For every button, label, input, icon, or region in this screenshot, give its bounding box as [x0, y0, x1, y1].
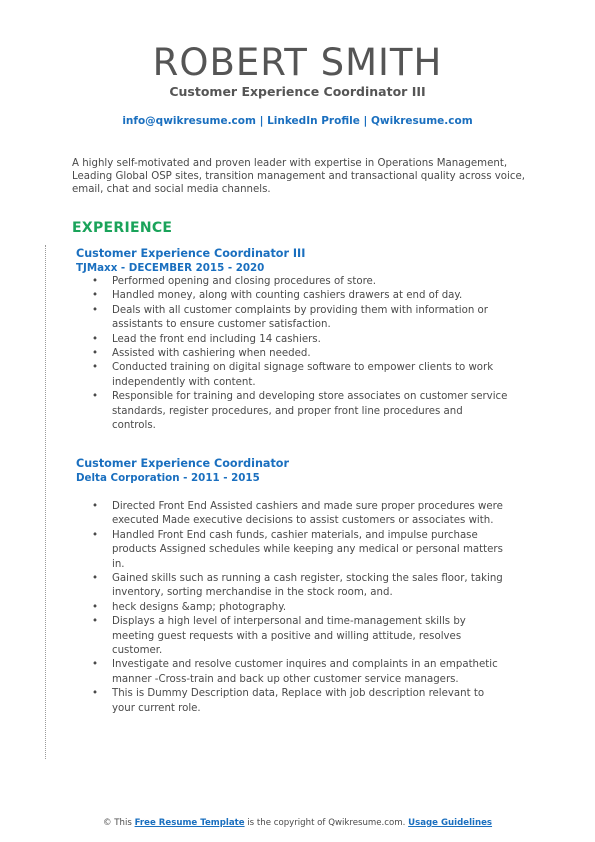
footer-middle: is the copyright of Qwikresume.com. [247, 818, 406, 828]
job-company-dates: TJMaxx - DECEMBER 2015 - 2020 [76, 262, 265, 274]
usage-guidelines-link[interactable]: Usage Guidelines [408, 818, 493, 828]
linkedin-link[interactable]: LinkedIn Profile [267, 115, 360, 127]
job-bullet-list [76, 500, 526, 716]
job-title: Customer Experience Coordinator [76, 457, 290, 470]
job-title-headline: Customer Experience Coordinator III [169, 84, 426, 99]
job-bullet: • Deals with all customer complaints by providing them with information or assistants to ensure customer satisfaction. [76, 304, 508, 333]
job-bullet: • Handled money, along with counting cashiers drawers at end of day. [76, 289, 508, 303]
website-link[interactable]: Qwikresume.com [370, 115, 473, 127]
free-resume-template-link[interactable]: Free Resume Template [134, 818, 245, 828]
job-bullet: • Gained skills such as running a cash register, stocking the sales floor, taking inventory, sorting merchandise in the stock room, and. [76, 572, 508, 601]
footer-copyright [0, 818, 595, 828]
experience-heading: EXPERIENCE [72, 220, 173, 236]
contact-separator: | [259, 115, 264, 127]
contact-line [0, 115, 595, 127]
job-bullet-list [76, 275, 526, 433]
job-entry [76, 247, 526, 433]
candidate-name: ROBERT SMITH [152, 41, 443, 84]
job-company-dates: Delta Corporation - 2011 - 2015 [76, 472, 260, 484]
contact-separator: | [363, 115, 368, 127]
job-bullet: • Lead the front end including 14 cashiers. [76, 333, 508, 347]
job-bullet: • Assisted with cashiering when needed. [76, 347, 508, 361]
job-bullet: • This is Dummy Description data, Replace with job description relevant to your current role. [76, 687, 508, 716]
email-link[interactable]: info@qwikresume.com [122, 115, 256, 127]
job-entry [76, 457, 526, 716]
summary-paragraph: A highly self-motivated and proven leader with expertise in Operations Management, Leading Global OSP sites, transition management and transactional quality across voice, email, chat and social media channels. [72, 158, 525, 196]
timeline-rail [45, 245, 46, 759]
job-bullet: • Investigate and resolve customer inquires and complaints in an empathetic manner -Cross-train and back up other customer service managers. [76, 658, 508, 687]
job-bullet: • Performed opening and closing procedures of store. [76, 275, 508, 289]
job-bullet: • Responsible for training and developing store associates on customer service standards, register procedures, and proper front line procedures and controls. [76, 390, 508, 433]
job-bullet: • Conducted training on digital signage software to empower clients to work independently with content. [76, 361, 508, 390]
job-bullet: • Directed Front End Assisted cashiers and made sure proper procedures were executed Made executive decisions to assist customers or associates with. [76, 500, 508, 529]
job-bullet: • heck designs &amp; photography. [76, 601, 508, 615]
job-bullet: • Handled Front End cash funds, cashier materials, and impulse purchase products Assigned schedules while keeping any medical or personal matters in. [76, 529, 508, 572]
footer-prefix: © This [102, 818, 132, 828]
job-bullet: • Displays a high level of interpersonal and time-management skills by meeting guest requests with a positive and willing attitude, resolves customer. [76, 615, 508, 658]
job-title: Customer Experience Coordinator III [76, 247, 306, 260]
